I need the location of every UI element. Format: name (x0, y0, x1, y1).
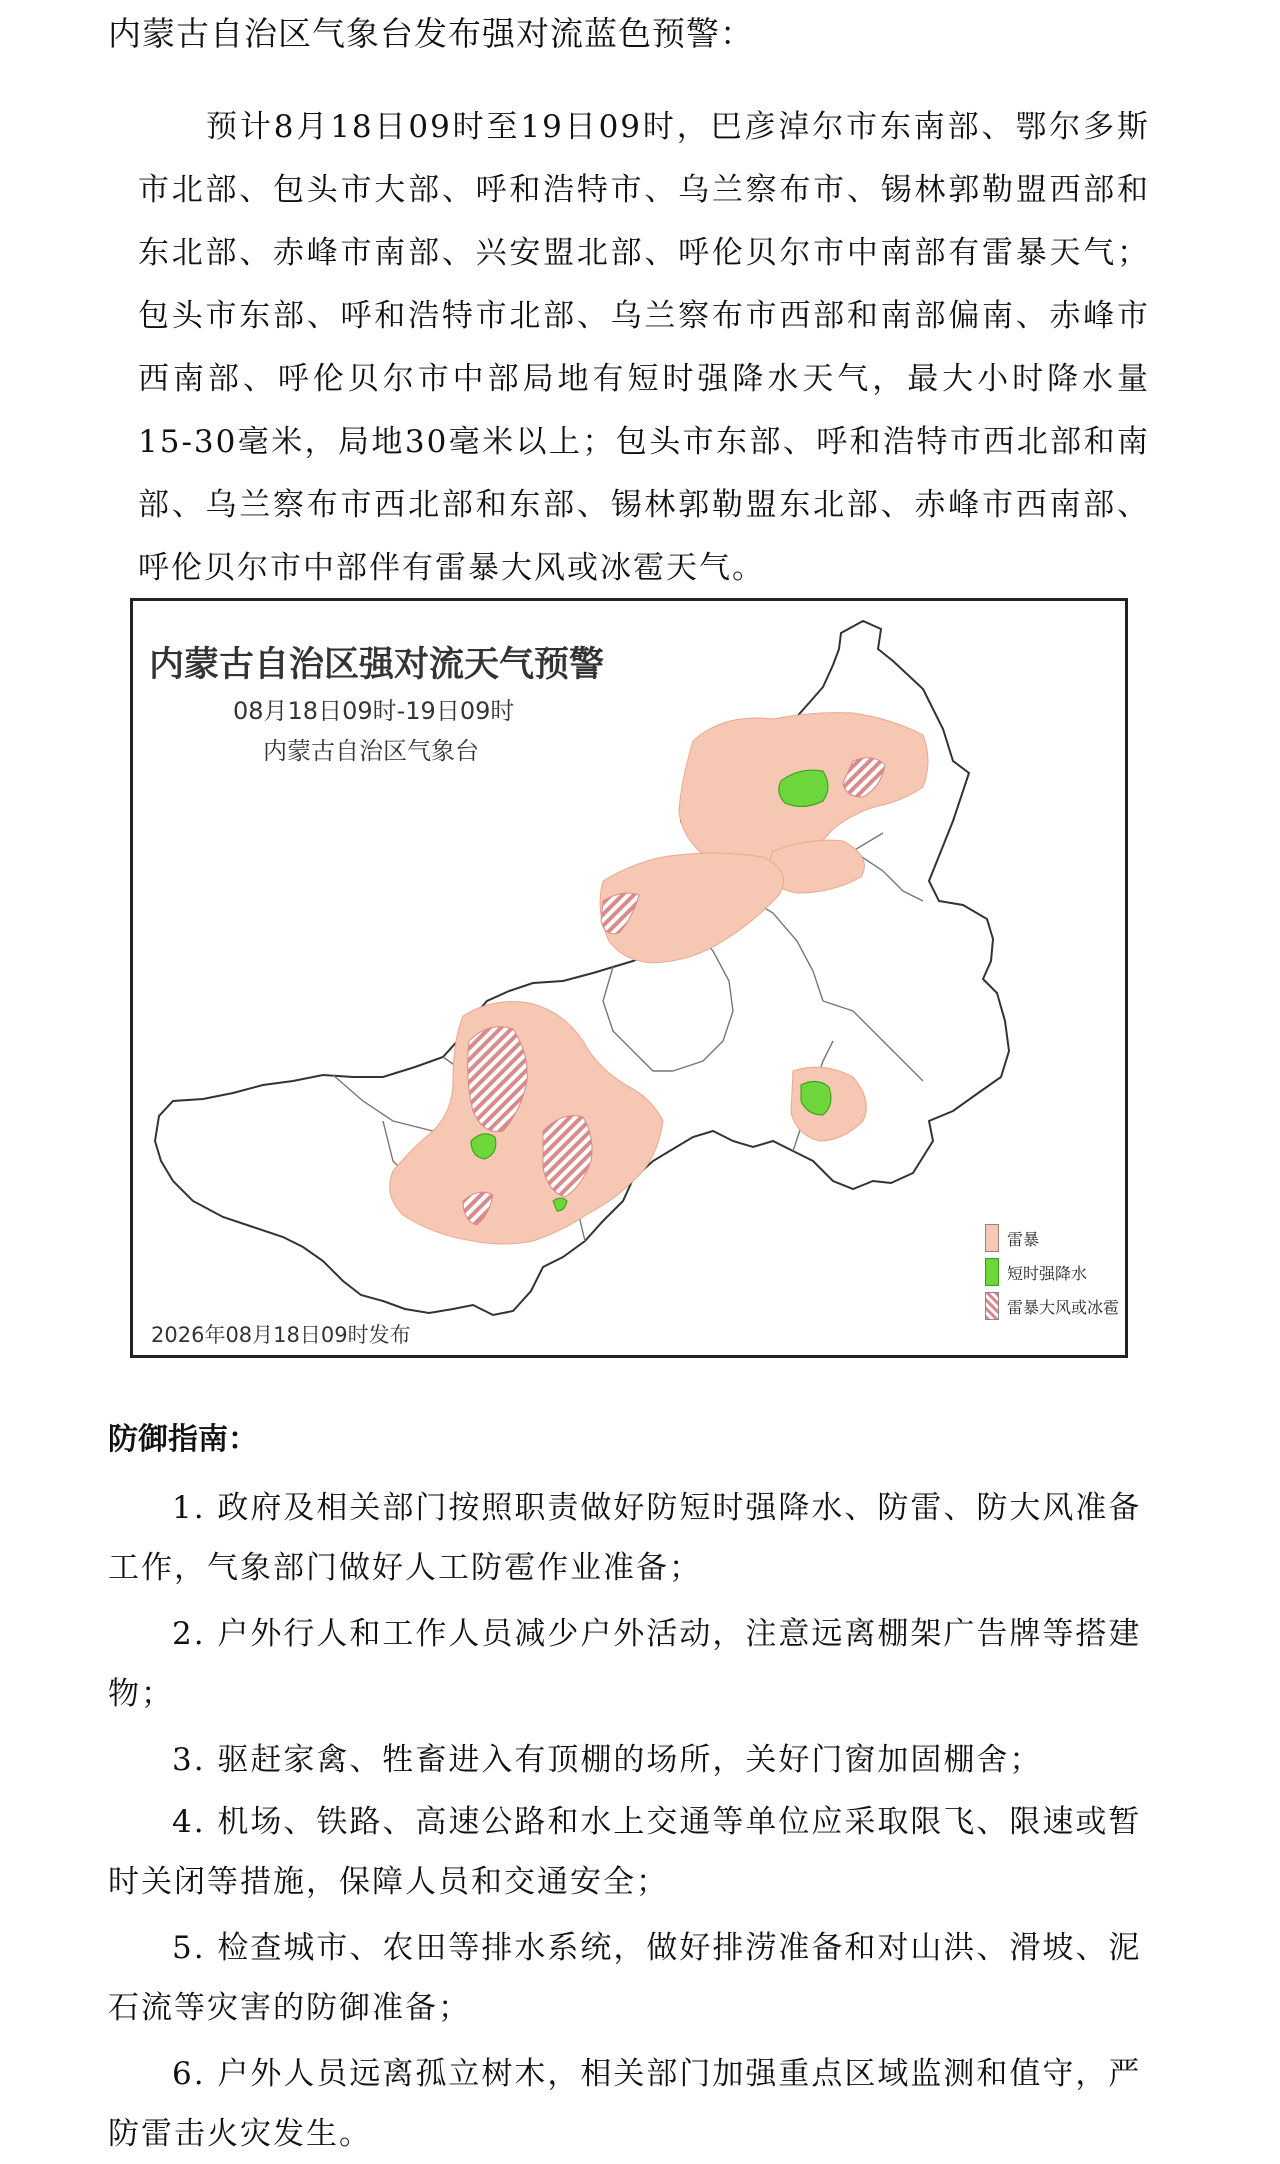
rain-swatch (985, 1258, 999, 1286)
legend-hail-label: 雷暴大风或冰雹 (1007, 1297, 1120, 1317)
warning-map (130, 598, 1128, 1358)
legend-storm-label: 雷暴 (1007, 1229, 1040, 1249)
guide-item: 6. 户外人员远离孤立树木，相关部门加强重点区域监测和值守，严防雷击火灾发生。 (108, 2056, 1142, 2152)
guide-heading: 防御指南： (108, 1422, 258, 1457)
page-heading: 内蒙古自治区气象台发布强对流蓝色预警： (108, 14, 754, 53)
map-legend (985, 1221, 1119, 1323)
legend-rain (985, 1255, 1119, 1289)
guide-item: 5. 检查城市、农田等排水系统，做好排涝准备和对山洪、滑坡、泥石流等灾害的防御准备； (108, 1930, 1142, 2026)
warning-paragraph: 预计8月18日09时至19日09时，巴彦淖尔市东南部、鄂尔多斯市北部、包头市大部、呼和浩特市、乌兰察布市、锡林郭勒盟西部和东北部、赤峰市南部、兴安盟北部、呼伦贝尔市中南部有雷暴天气；包头市东部、呼和浩特市北部、乌兰察布市西部和南部偏南、赤峰市西南部、呼伦贝尔市中部局地有短时强降水天气，最大小时降水量15-30毫米，局地30毫米以上；包头市东部、呼和浩特市西北部和南部、乌兰察布市西北部和东部、锡林郭勒盟东北部、赤峰市西南部、呼伦贝尔市中部伴有雷暴大风或冰雹天气。 (138, 109, 1150, 586)
map-org: 内蒙古自治区气象台 (263, 737, 479, 765)
legend-hail (985, 1289, 1119, 1323)
legend-rain-label: 短时强降水 (1007, 1263, 1088, 1283)
map-title: 内蒙古自治区强对流天气预警 (149, 645, 605, 685)
guide-item: 2. 户外行人和工作人员减少户外活动，注意远离棚架广告牌等搭建物； (108, 1616, 1142, 1712)
guide-item: 3. 驱赶家禽、牲畜进入有顶棚的场所，关好门窗加固棚舍； (172, 1742, 1043, 1778)
legend-storm (985, 1221, 1119, 1255)
guide-item: 4. 机场、铁路、高速公路和水上交通等单位应采取限飞、限速或暂时关闭等措施，保障人员和交通安全； (108, 1804, 1142, 1900)
hail-swatch (985, 1292, 999, 1320)
map-issued-time: 2026年08月18日09时发布 (151, 1323, 411, 1347)
map-time-range: 08月18日09时-19日09时 (233, 697, 515, 725)
guide-item: 1. 政府及相关部门按照职责做好防短时强降水、防雷、防大风准备工作，气象部门做好人工防雹作业准备； (108, 1490, 1142, 1586)
storm-swatch (985, 1224, 999, 1252)
